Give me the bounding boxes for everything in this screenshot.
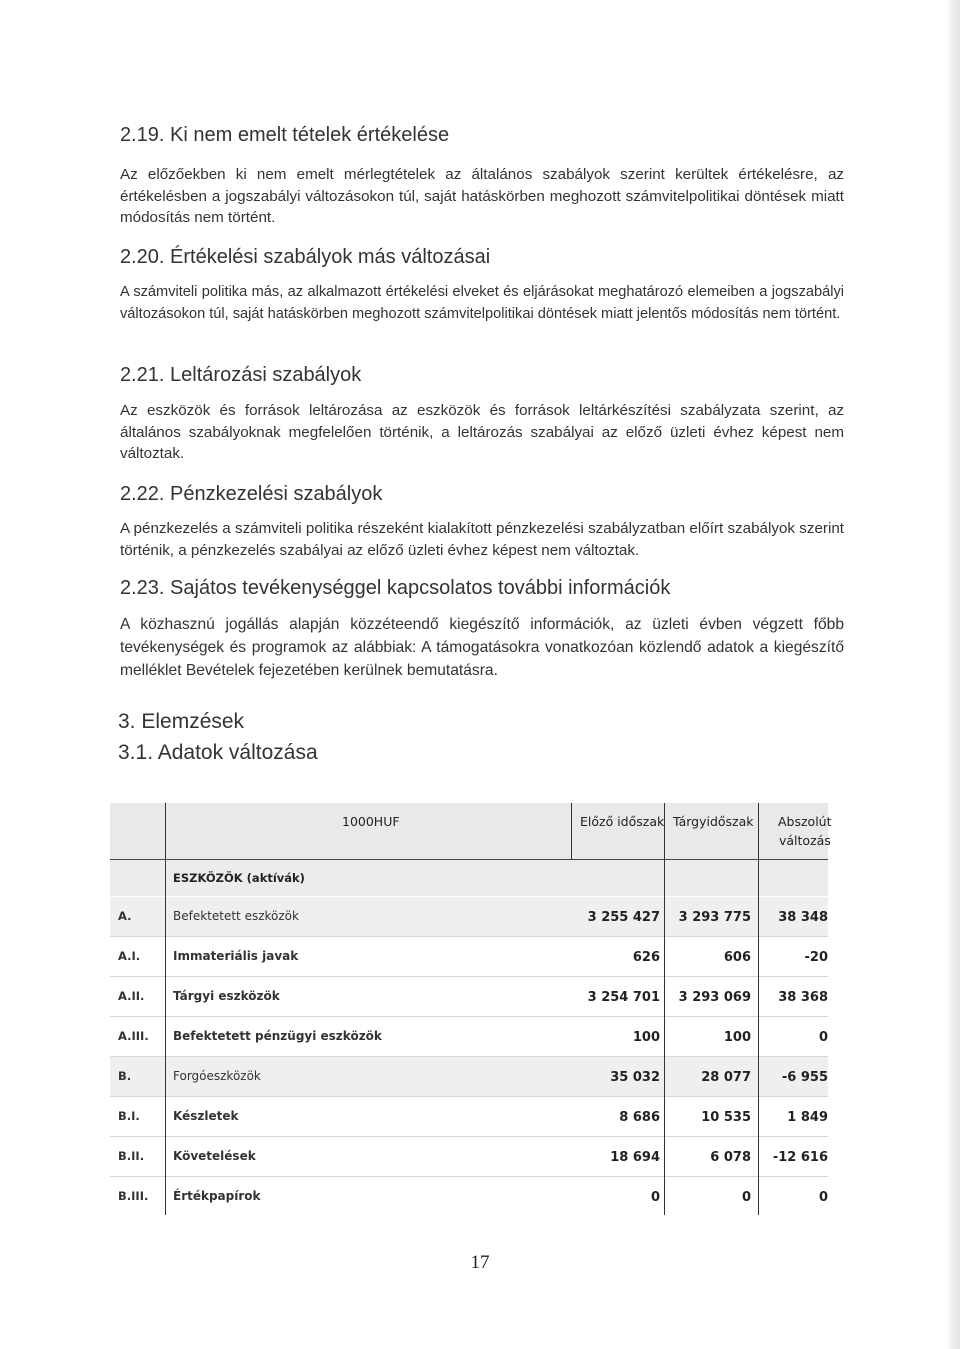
row-current: 6 078 — [710, 1150, 751, 1165]
row-previous: 8 686 — [619, 1110, 660, 1125]
row-change: -6 955 — [781, 1070, 828, 1085]
row-name: Készletek — [173, 1109, 239, 1123]
column-line — [664, 803, 665, 1215]
row-name: Befektetett eszközök — [173, 909, 299, 923]
table-row — [110, 1137, 828, 1176]
header-unit: 1000HUF — [342, 814, 400, 829]
row-name: Immateriális javak — [173, 949, 299, 963]
group-title: ESZKÖZÖK (aktívák) — [173, 871, 305, 885]
header-abs-change-line1: Abszolút — [778, 814, 832, 829]
row-change: 0 — [818, 1190, 828, 1205]
row-code: B.I. — [118, 1109, 140, 1123]
row-current: 100 — [723, 1030, 751, 1045]
header-current-period: Tárgyidőszak — [673, 814, 754, 829]
row-change: -20 — [804, 950, 828, 965]
heading-2-22: 2.22. Pénzkezelési szabályok — [120, 483, 383, 505]
table-row — [110, 977, 828, 1016]
header-abs-change-line2: változás — [779, 833, 831, 848]
column-line — [165, 803, 166, 1215]
row-previous: 18 694 — [610, 1150, 660, 1165]
paragraph-2-21: Az eszközök és források leltározása az eszközök és források leltárkészítési szabályzata szerint, az általános szabályoknak megfelelően történik, a leltározás szabályai az előző üzleti évhez képest nem változtak. — [120, 402, 844, 462]
table-row — [110, 937, 828, 976]
row-current: 0 — [741, 1190, 751, 1205]
row-previous: 100 — [632, 1030, 660, 1045]
row-code: A.III. — [118, 1029, 149, 1043]
row-change: 1 849 — [787, 1110, 828, 1125]
page-number: 17 — [470, 1252, 490, 1273]
row-code: B. — [118, 1069, 132, 1083]
heading-2-20: 2.20. Értékelési szabályok más változásai — [120, 246, 491, 268]
data-change-table — [110, 803, 832, 1215]
paragraph-2-23: A közhasznú jogállás alapján közzéteendő kiegészítő információk, az üzleti évben végzett főbb tevékenységek és programok az alábbiak: A támogatásokra vonatkozóan közlendő adatok a kiegészítő melléklet Bevételek fejezetében kerülnek bemutatásra. — [120, 616, 844, 679]
row-change: 38 348 — [778, 910, 828, 925]
row-name: Értékpapírok — [173, 1189, 261, 1203]
row-previous: 3 255 427 — [587, 910, 660, 925]
heading-2-21: 2.21. Leltározási szabályok — [120, 364, 362, 386]
paragraph-2-20: A számviteli politika más, az alkalmazott értékelési elveket és eljárásokat meghatározó elemeiben a jogszabályi változásokon túl, saját hatáskörben meghozott számvitelpolitikai döntések miatt jelentős módosítás nem történt. — [120, 284, 844, 322]
table-row — [110, 1097, 828, 1136]
table-row — [110, 1057, 828, 1096]
paragraph-2-19: Az előzőekben ki nem emelt mérlegtételek az általános szabályok szerint kerültek értékelésre, az értékelésben a jogszabályi változásokon túl, saját hatáskörben meghozott számvitelpolitikai döntések miatt módosítás nem történt. — [120, 166, 844, 226]
row-current: 10 535 — [701, 1110, 751, 1125]
row-code: A.I. — [118, 949, 141, 963]
column-line — [758, 803, 759, 1215]
heading-2-19: 2.19. Ki nem emelt tételek értékelése — [120, 124, 450, 146]
row-change: -12 616 — [772, 1150, 828, 1165]
row-previous: 3 254 701 — [587, 990, 660, 1005]
header-previous-period: Előző időszak — [580, 814, 665, 829]
column-line — [571, 803, 572, 859]
row-name: Forgóeszközök — [173, 1069, 261, 1083]
table-row — [110, 897, 828, 936]
row-previous: 626 — [632, 950, 660, 965]
row-code: A. — [118, 909, 132, 923]
table-row — [110, 1177, 828, 1216]
heading-2-23: 2.23. Sajátos tevékenységgel kapcsolatos további információk — [120, 577, 671, 599]
row-current: 28 077 — [701, 1070, 751, 1085]
row-code: B.II. — [118, 1149, 145, 1163]
row-current: 3 293 069 — [678, 990, 751, 1005]
row-code: B.III. — [118, 1189, 149, 1203]
table-header-band — [110, 803, 828, 859]
row-previous: 35 032 — [610, 1070, 660, 1085]
row-change: 38 368 — [778, 990, 828, 1005]
row-name: Tárgyi eszközök — [173, 989, 280, 1003]
heading-3: 3. Elemzések — [118, 710, 245, 733]
row-current: 606 — [723, 950, 751, 965]
row-name: Követelések — [173, 1149, 256, 1163]
row-previous: 0 — [650, 1190, 660, 1205]
row-current: 3 293 775 — [678, 910, 751, 925]
row-change: 0 — [818, 1030, 828, 1045]
table-row — [110, 1017, 828, 1056]
paragraph-2-22: A pénzkezelés a számviteli politika részeként kialakított pénzkezelési szabályzatban előírt szabályok szerint történik, a pénzkezelés szabályai az előző üzleti évhez képest nem változtak. — [120, 520, 844, 559]
row-name: Befektetett pénzügyi eszközök — [173, 1029, 382, 1043]
row-code: A.II. — [118, 989, 145, 1003]
heading-3-1: 3.1. Adatok változása — [118, 741, 318, 764]
